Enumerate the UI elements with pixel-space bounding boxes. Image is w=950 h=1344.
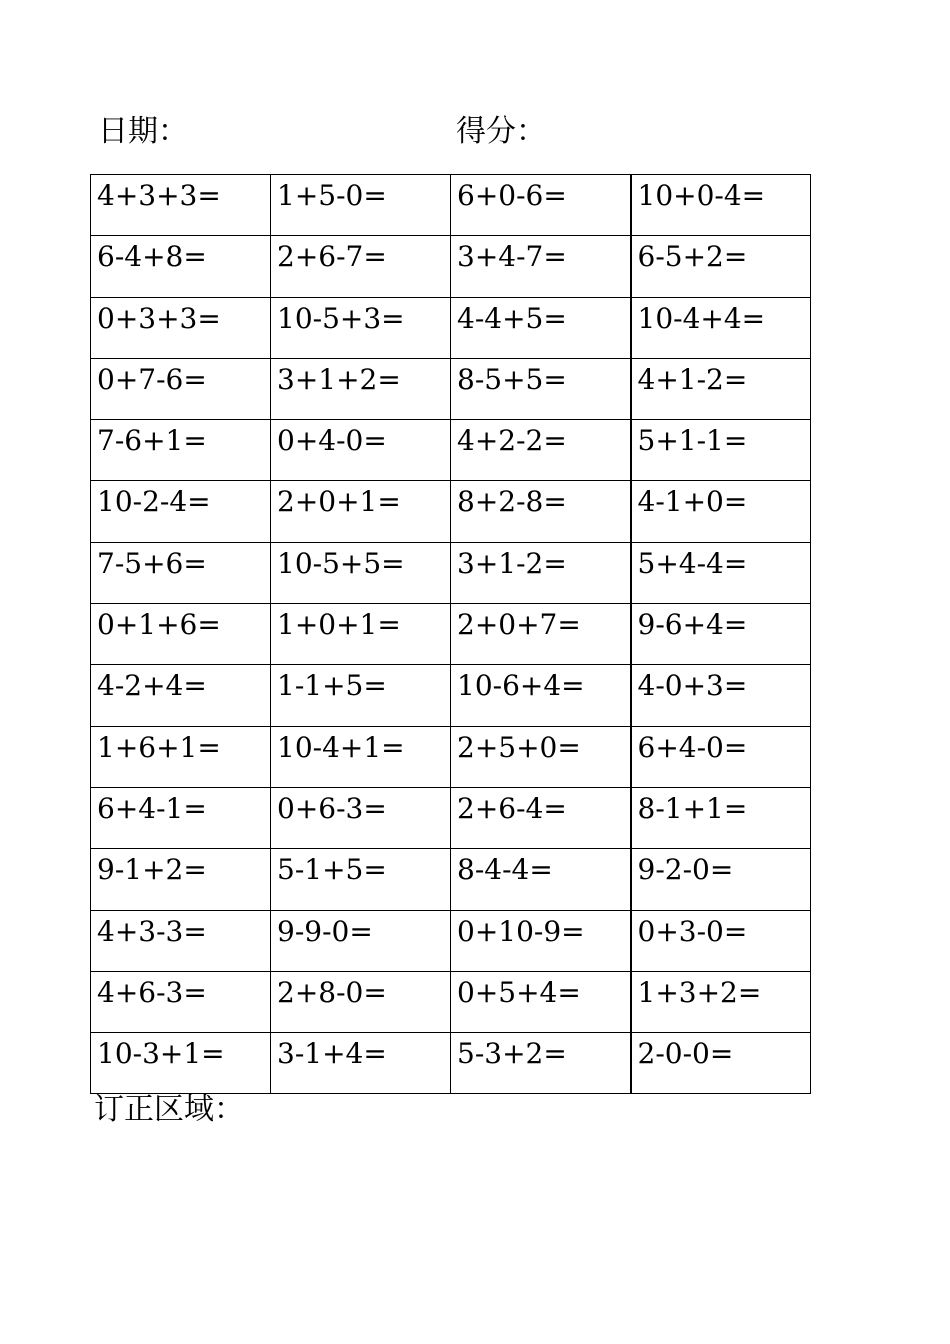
problem-cell: 0+1+6= [91, 604, 271, 665]
problem-row [91, 358, 811, 419]
corrections-area-label: 订正区域： [94, 1092, 244, 1127]
problem-cell: 2-0-0= [631, 1033, 811, 1094]
problem-cell: 4-2+4= [91, 665, 271, 726]
problem-cell: 3-1+4= [271, 1033, 451, 1094]
problem-cell: 7-5+6= [91, 542, 271, 603]
problem-row [91, 604, 811, 665]
problem-cell: 6+4-0= [631, 726, 811, 787]
problem-cell: 10-2-4= [91, 481, 271, 542]
problem-cell: 6+4-1= [91, 787, 271, 848]
problem-cell: 2+6-7= [271, 236, 451, 297]
problem-cell: 6-4+8= [91, 236, 271, 297]
problem-cell: 0+4-0= [271, 420, 451, 481]
problem-cell: 8-1+1= [631, 787, 811, 848]
problem-cell: 2+8-0= [271, 971, 451, 1032]
problem-cell: 9-1+2= [91, 849, 271, 910]
problem-cell: 8-5+5= [451, 358, 631, 419]
problem-cell: 7-6+1= [91, 420, 271, 481]
problem-row [91, 236, 811, 297]
problem-cell: 10-3+1= [91, 1033, 271, 1094]
problem-cell: 0+3+3= [91, 297, 271, 358]
problem-cell: 10+0-4= [631, 175, 811, 236]
problem-cell: 9-9-0= [271, 910, 451, 971]
problem-cell: 3+4-7= [451, 236, 631, 297]
problem-cell: 5+1-1= [631, 420, 811, 481]
problem-row [91, 542, 811, 603]
problem-cell: 2+0+7= [451, 604, 631, 665]
problem-cell: 10-5+3= [271, 297, 451, 358]
problem-cell: 10-4+1= [271, 726, 451, 787]
problem-row [91, 787, 811, 848]
problem-cell: 6-5+2= [631, 236, 811, 297]
problem-cell: 3+1+2= [271, 358, 451, 419]
problem-cell: 1+3+2= [631, 971, 811, 1032]
problem-cell: 10-5+5= [271, 542, 451, 603]
problem-cell: 4+2-2= [451, 420, 631, 481]
problem-row [91, 420, 811, 481]
problem-cell: 1+6+1= [91, 726, 271, 787]
problem-cell: 6+0-6= [451, 175, 631, 236]
problem-cell: 8+2-8= [451, 481, 631, 542]
problem-cell: 5-1+5= [271, 849, 451, 910]
problem-cell: 2+6-4= [451, 787, 631, 848]
problem-row [91, 1033, 811, 1094]
problem-row [91, 849, 811, 910]
date-label: 日期： [98, 114, 188, 149]
problem-cell: 2+0+1= [271, 481, 451, 542]
problem-cell: 0+6-3= [271, 787, 451, 848]
problem-row [91, 910, 811, 971]
problem-row [91, 665, 811, 726]
problem-cell: 8-4-4= [451, 849, 631, 910]
problem-cell: 4+6-3= [91, 971, 271, 1032]
problem-cell: 0+3-0= [631, 910, 811, 971]
problem-cell: 4+3+3= [91, 175, 271, 236]
problem-cell: 4-1+0= [631, 481, 811, 542]
problem-cell: 3+1-2= [451, 542, 631, 603]
problem-cell: 4-0+3= [631, 665, 811, 726]
problem-row [91, 726, 811, 787]
problem-cell: 2+5+0= [451, 726, 631, 787]
problem-cell: 10-4+4= [631, 297, 811, 358]
problem-row [91, 481, 811, 542]
problem-cell: 10-6+4= [451, 665, 631, 726]
problem-row [91, 297, 811, 358]
score-label: 得分： [456, 114, 546, 149]
problem-cell: 0+7-6= [91, 358, 271, 419]
problem-cell: 9-2-0= [631, 849, 811, 910]
problem-cell: 1+5-0= [271, 175, 451, 236]
problem-cell: 0+10-9= [451, 910, 631, 971]
problem-cell: 9-6+4= [631, 604, 811, 665]
problem-cell: 1+0+1= [271, 604, 451, 665]
problem-row [91, 175, 811, 236]
problem-cell: 4-4+5= [451, 297, 631, 358]
problem-cell: 1-1+5= [271, 665, 451, 726]
problem-row [91, 971, 811, 1032]
problem-cell: 4+1-2= [631, 358, 811, 419]
problem-cell: 0+5+4= [451, 971, 631, 1032]
problem-cell: 5-3+2= [451, 1033, 631, 1094]
problem-table [90, 174, 811, 1094]
problem-cell: 5+4-4= [631, 542, 811, 603]
problem-cell: 4+3-3= [91, 910, 271, 971]
